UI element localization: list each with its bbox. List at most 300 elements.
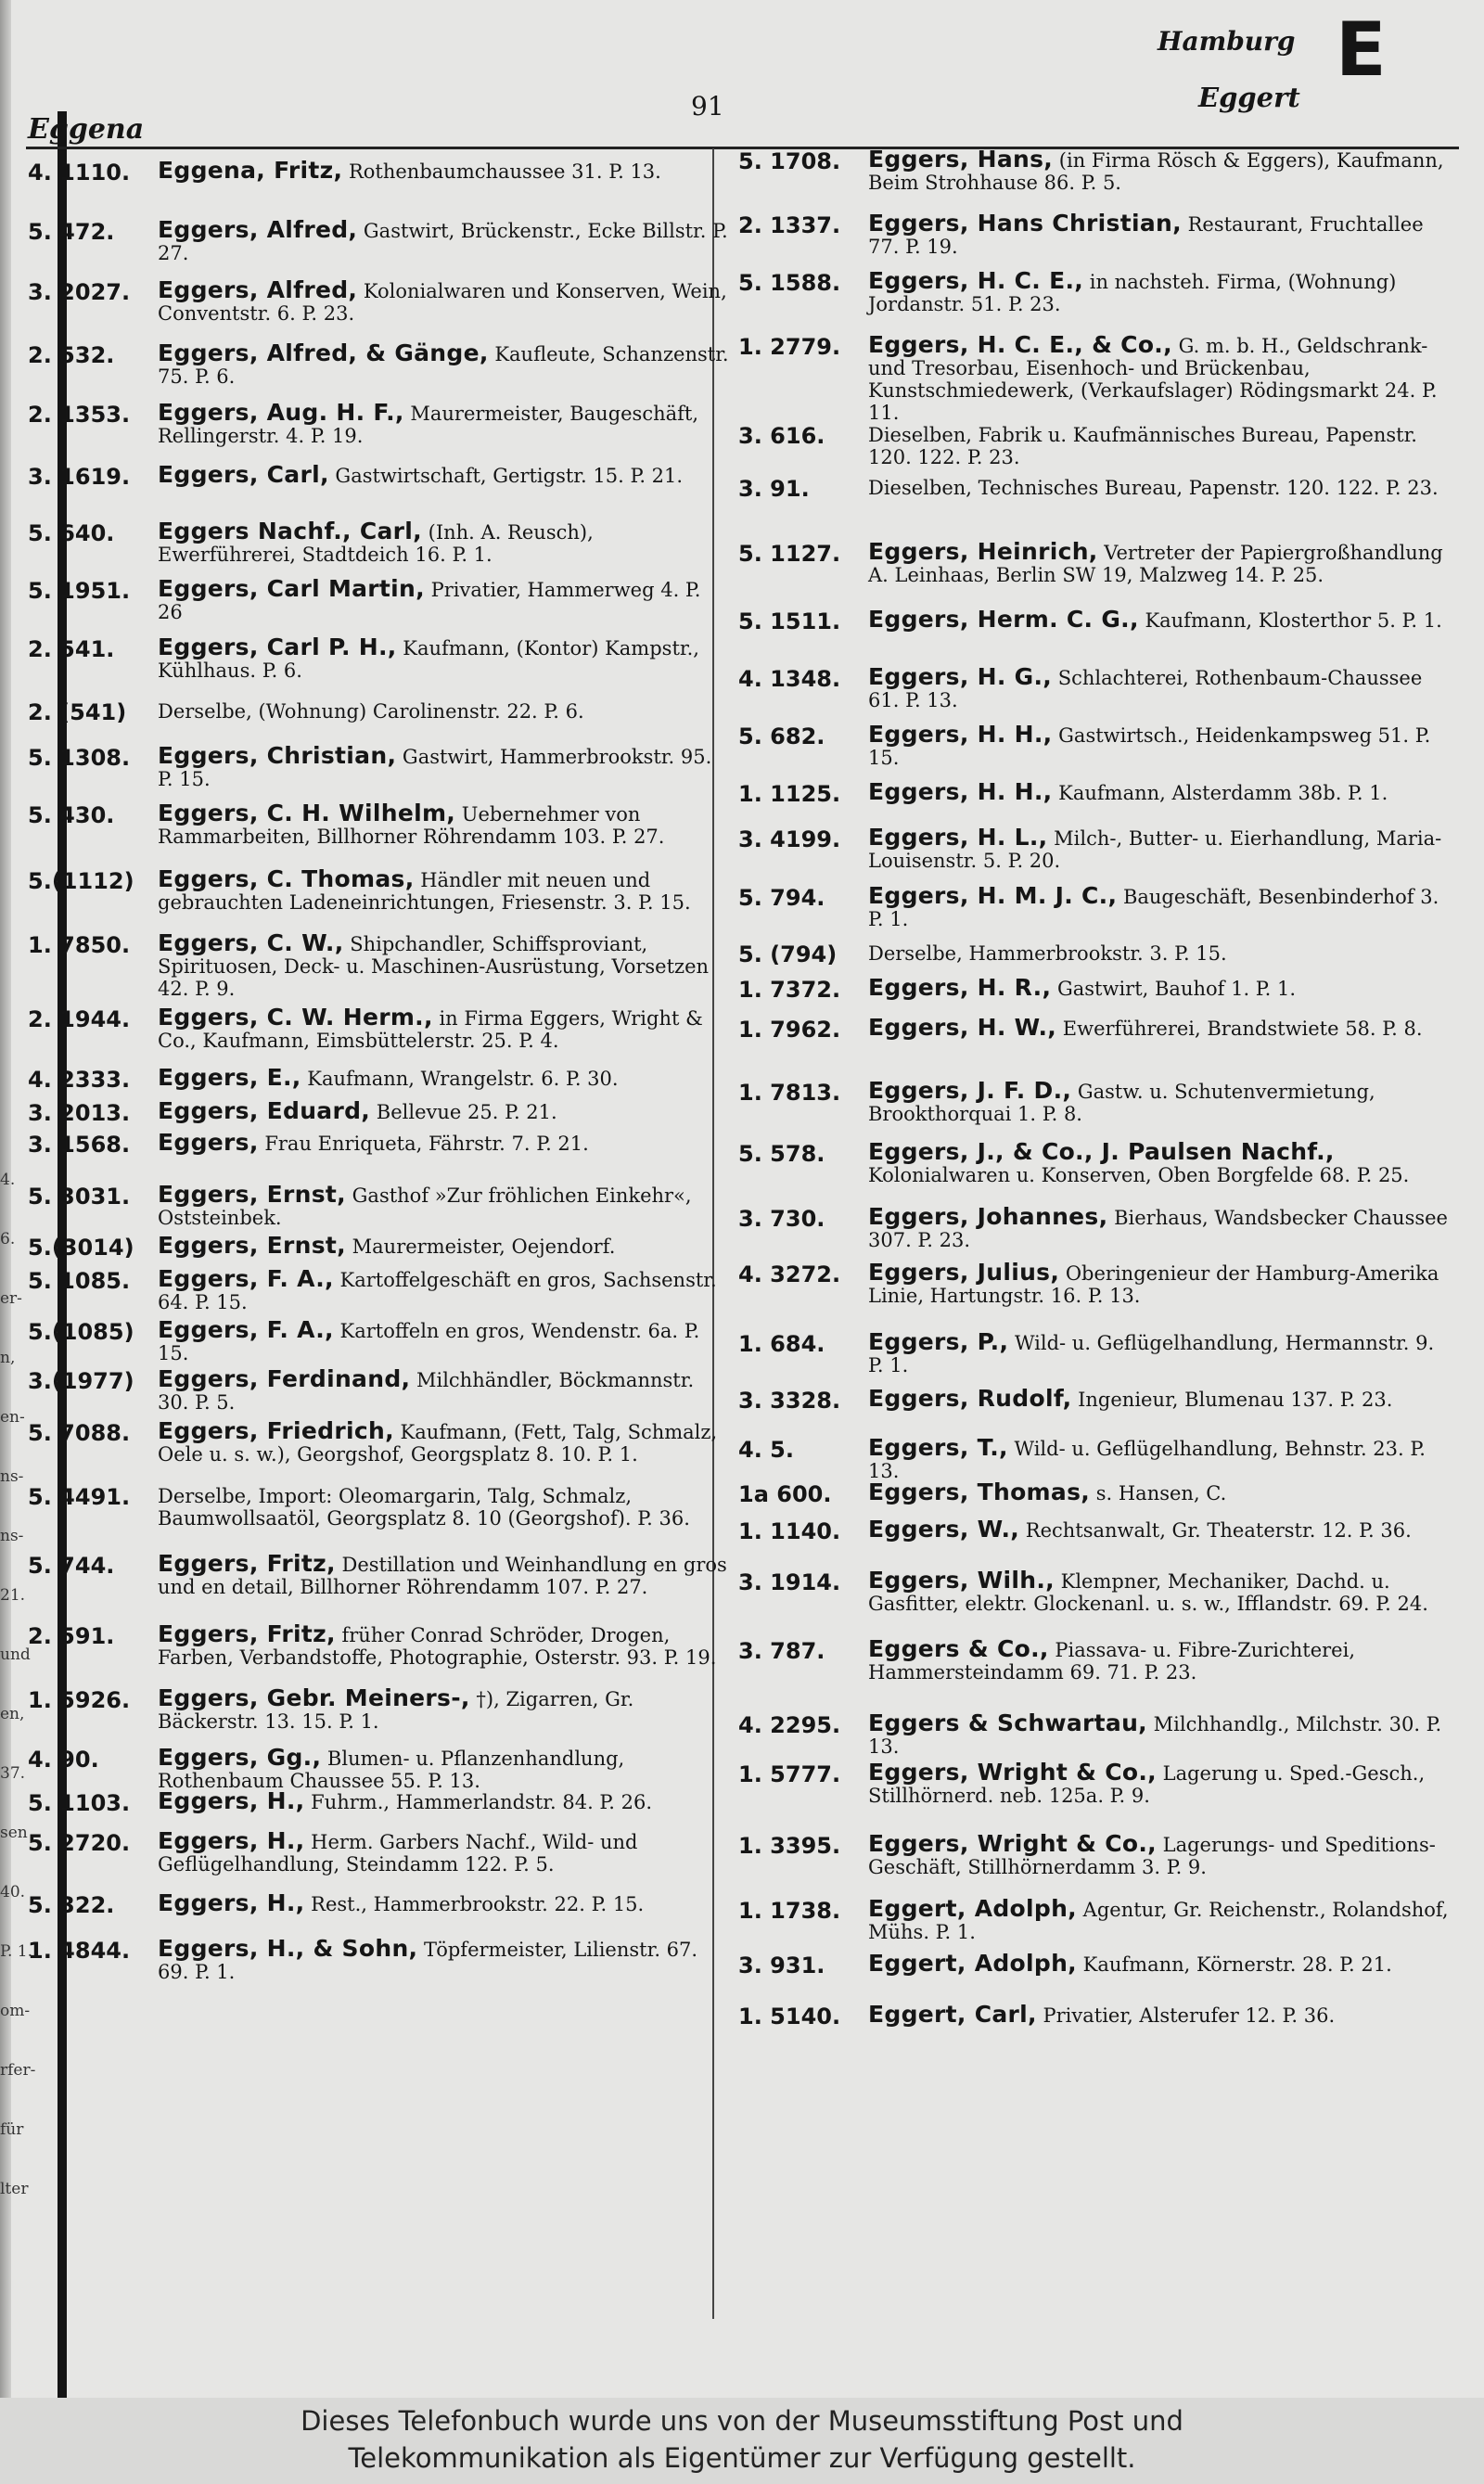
entry-details: Gastwirtschaft, Gertigstr. 15. P. 21.	[328, 465, 684, 487]
entry-text	[868, 1635, 1452, 1684]
entry-number: 3. 787.	[738, 1638, 825, 1664]
entry-text	[158, 1265, 731, 1313]
entry-text	[158, 865, 731, 914]
entry-text	[158, 636, 731, 682]
entry-text	[868, 778, 1452, 805]
margin-fragment: 40.	[0, 1883, 26, 1901]
directory-entry	[28, 1889, 735, 1918]
directory-entry	[28, 636, 735, 682]
entry-name: Eggers, Wright & Co.,	[868, 1759, 1157, 1786]
margin-fragment: lter	[0, 2180, 29, 2198]
city-heading: Hamburg	[1158, 26, 1296, 57]
entry-details: Blumen- u. Pflanzenhandlung, Rothenbaum Chaussee 55. P. 13.	[158, 1748, 625, 1792]
entry-text	[158, 1827, 731, 1876]
entry-name: Eggers, Alfred, & Gänge,	[158, 339, 489, 366]
entry-details: Bellevue 25. P. 21.	[370, 1101, 557, 1123]
entry-details: Gasthof »Zur fröhlichen Einkehr«, Oststeinbek.	[158, 1184, 692, 1229]
entry-text	[158, 1129, 731, 1156]
entry-text	[158, 461, 731, 488]
entry-name: Eggers, H. L.,	[868, 824, 1048, 851]
entry-text	[158, 802, 731, 848]
entry-details: Gastwirt, Hammerbrookstr. 95. P. 15.	[158, 746, 712, 790]
entry-number: 5. 1308.	[28, 745, 131, 771]
entry-text	[868, 1569, 1452, 1615]
entry-text	[868, 1434, 1452, 1482]
entry-text	[158, 216, 731, 264]
entry-name: Eggers, T.,	[868, 1434, 1008, 1461]
entry-name: Eggers, H., & Sohn,	[158, 1935, 418, 1962]
entry-text	[868, 1385, 1452, 1412]
entry-text	[868, 267, 1452, 315]
entry-text	[158, 1744, 731, 1792]
directory-entry	[738, 1328, 1456, 1376]
entry-details: Restaurant, Fruchtallee 77. P. 19.	[868, 213, 1424, 258]
footer-note	[0, 2398, 1484, 2484]
directory-entry	[738, 941, 1456, 965]
entry-number: 1. 5777.	[738, 1761, 841, 1787]
directory-entry	[738, 1830, 1456, 1878]
directory-entry	[738, 331, 1456, 424]
directory-entry	[28, 1744, 735, 1792]
margin-fragment: en,	[0, 1705, 25, 1723]
entry-name: Eggers, Gebr. Meiners-,	[158, 1684, 470, 1711]
entry-number: 5.(1085)	[28, 1319, 134, 1345]
entry-number: 5.(3014)	[28, 1235, 134, 1261]
entry-name: Eggers, Wright & Co.,	[868, 1830, 1157, 1857]
directory-entry	[28, 1006, 735, 1052]
entry-details: Piassava- u. Fibre-Zurichterei, Hammersteindamm 69. 71. P. 23.	[868, 1639, 1355, 1684]
margin-fragment: für	[0, 2120, 24, 2139]
entry-number: 2. 1944.	[28, 1006, 131, 1032]
entry-text	[158, 1316, 731, 1364]
entry-name: Eggers, W.,	[868, 1516, 1020, 1543]
entry-name: Eggers, Heinrich,	[868, 538, 1098, 565]
entry-details: Baugeschäft, Besenbinderhof 3. P. 1.	[868, 886, 1439, 930]
directory-entry	[28, 865, 735, 914]
margin-fragment: rfer-	[0, 2061, 36, 2080]
entry-name: Eggers, Hans,	[868, 146, 1054, 173]
entry-details: Schlachterei, Rothenbaum-Chaussee 61. P. 13.	[868, 667, 1423, 711]
entry-text	[868, 1830, 1452, 1878]
directory-entry	[738, 1569, 1456, 1615]
directory-entry	[738, 423, 1456, 468]
entry-text	[868, 1518, 1452, 1542]
entry-number: 1. 684.	[738, 1331, 825, 1357]
entry-number: 1. 4844.	[28, 1938, 131, 1964]
entry-number: 5. 2720.	[28, 1830, 131, 1856]
entry-number: 2. 1353.	[28, 402, 131, 428]
entry-text	[868, 1261, 1452, 1307]
entry-number: 3. 3328.	[738, 1388, 841, 1414]
entry-details: Kaufmann, Körnerstr. 28. P. 21.	[1076, 1953, 1392, 1976]
entry-text	[868, 148, 1452, 194]
entry-name: Eggers, H.,	[158, 1787, 305, 1814]
entry-details: Shipchandler, Schiffsproviant, Spirituosen, Deck- u. Maschinen-Ausrüstung, Vorsetzen 42. P. 9.	[158, 933, 710, 1000]
entry-number: 5. 1511.	[738, 608, 841, 634]
entry-text	[158, 1232, 731, 1259]
entry-text	[868, 1950, 1452, 1977]
directory-entry	[738, 723, 1456, 769]
entry-details: Fuhrm., Hammerlandstr. 84. P. 26.	[304, 1791, 653, 1813]
entry-text	[158, 575, 731, 623]
entry-name: Eggers, H. C. E., & Co.,	[868, 331, 1172, 358]
entry-details: Herm. Garbers Nachf., Wild- und Geflügelhandlung, Steindamm 122. P. 5.	[158, 1831, 638, 1876]
entry-name: Eggers, Fritz,	[158, 1620, 336, 1647]
entry-text	[868, 331, 1452, 424]
entry-name: Eggers, F. A.,	[158, 1316, 334, 1343]
entry-number: 5. 682.	[738, 723, 825, 749]
entry-text	[158, 1006, 731, 1052]
directory-entry	[28, 1827, 735, 1876]
entry-number: 3. 931.	[738, 1953, 825, 1978]
directory-entry	[738, 1138, 1456, 1186]
entry-details: †), Zigarren, Gr. Bäckerstr. 13. 15. P. 1.	[158, 1688, 634, 1733]
entry-text	[158, 1417, 731, 1466]
entry-details: Kolonialwaren u. Konserven, Oben Borgfelde 68. P. 25.	[868, 1164, 1410, 1186]
entry-text	[868, 974, 1452, 1001]
directory-entry	[738, 1261, 1456, 1307]
entry-number: 5.(1112)	[28, 868, 134, 894]
entry-details: Ewerführerei, Brandstwiete 58. P. 8.	[1056, 1018, 1423, 1040]
entry-details: Privatier, Alsterufer 12. P. 36.	[1036, 2004, 1336, 2027]
margin-fragment: 6.	[0, 1230, 16, 1248]
entry-number: 1. 2779.	[738, 334, 841, 360]
entry-name: Eggers, C. Thomas,	[158, 865, 415, 892]
entry-name: Eggers, H. G.,	[868, 663, 1053, 690]
entry-number: 5. 472.	[28, 219, 115, 245]
entry-details: Gastw. u. Schutenvermietung, Brookthorquai 1. P. 8.	[868, 1081, 1375, 1125]
directory-entry	[28, 1232, 735, 1261]
directory-entry	[738, 2001, 1456, 2029]
entry-name: Eggers, Alfred,	[158, 276, 358, 303]
directory-entry	[28, 1550, 735, 1598]
entry-name: Eggers, Rudolf,	[868, 1385, 1072, 1412]
entry-number: 1. 1738.	[738, 1898, 841, 1924]
entry-details: Bierhaus, Wandsbecker Chaussee 307. P. 23.	[868, 1207, 1448, 1251]
margin-fragment: und	[0, 1645, 31, 1664]
entry-name: Eggers, C. W. Herm.,	[158, 1004, 433, 1031]
entry-name: Eggers, Thomas,	[868, 1479, 1091, 1505]
directory-entry	[738, 538, 1456, 586]
entry-name: Eggers Nachf., Carl,	[158, 518, 422, 544]
directory-entry	[28, 1620, 735, 1669]
entry-details: Rechtsanwalt, Gr. Theaterstr. 12. P. 36.	[1019, 1519, 1412, 1542]
entry-number: 3. 91.	[738, 476, 810, 502]
entry-number: 5. 794.	[738, 885, 825, 911]
entry-number: 3. 2027.	[28, 279, 131, 305]
entry-number: 3. 1619.	[28, 464, 131, 490]
entry-details: Wild- u. Geflügelhandlung, Hermannstr. 9. P. 1.	[868, 1332, 1435, 1376]
directory-entry	[738, 1895, 1456, 1943]
entry-text	[158, 157, 731, 184]
entry-details: Töpfermeister, Lilienstr. 67. 69. P. 1.	[158, 1939, 698, 1983]
entry-name: Eggers, Carl,	[158, 461, 329, 488]
entry-text	[158, 929, 731, 1000]
entry-details: in Firma Eggers, Wright & Co., Kaufmann, Eimsbüttelerstr. 25. P. 4.	[158, 1007, 703, 1052]
entry-name: Eggers, J. F. D.,	[868, 1077, 1072, 1104]
entry-text	[158, 1684, 731, 1733]
entry-name: Eggers, H. H.,	[868, 721, 1053, 748]
entry-details: Kolonialwaren und Konserven, Wein, Conventstr. 6. P. 23.	[158, 280, 727, 325]
entry-text	[868, 423, 1452, 468]
entry-details: Kartoffelgeschäft en gros, Sachsenstr. 64. P. 15.	[158, 1269, 717, 1313]
directory-entry	[738, 663, 1456, 711]
directory-entry	[738, 1385, 1456, 1414]
entry-number: 5. 1103.	[28, 1790, 131, 1816]
entry-details: Kaufmann, (Fett, Talg, Schmalz, Oele u. s. w.), Georgshof, Georgsplatz 8. 10. P. 1.	[158, 1421, 718, 1466]
entry-details: Destillation und Weinhandlung en gros und en detail, Billhorner Röhrendamm 107. P. 27.	[158, 1554, 727, 1598]
entry-details: Derselbe, (Wohnung) Carolinenstr. 22. P. 6.	[158, 700, 584, 723]
entry-details: Privatier, Hammerweg 4. P. 26	[158, 579, 701, 623]
entry-number: 4. 2295.	[738, 1712, 841, 1738]
entry-number: 1. 3395.	[738, 1833, 841, 1859]
entry-details: Gastwirtsch., Heidenkampsweg 51. P. 15.	[868, 724, 1431, 769]
entry-text	[158, 1787, 731, 1814]
entry-text	[158, 1550, 731, 1598]
entry-name: Eggert, Carl,	[868, 2001, 1037, 2028]
entry-number: 1. 7813.	[738, 1080, 841, 1106]
entry-text	[868, 1014, 1452, 1041]
entry-name: Eggers, Aug. H. F.,	[158, 399, 404, 426]
entry-details: Uebernehmer von Rammarbeiten, Billhorner Röhrendamm 103. P. 27.	[158, 803, 665, 848]
entry-text	[158, 1889, 731, 1916]
entry-name: Eggers, Wilh.,	[868, 1567, 1055, 1594]
entry-number: 5. 430.	[28, 802, 115, 828]
entry-number: 2. 541.	[28, 636, 115, 662]
entry-name: Eggers, J., & Co., J. Paulsen Nachf.,	[868, 1138, 1335, 1165]
entry-number: 5. 1588.	[738, 270, 841, 296]
entry-number: 5. 1951.	[28, 578, 131, 604]
entry-number: 1. 1125.	[738, 781, 841, 807]
entry-details: Dieselben, Fabrik u. Kaufmännisches Bureau, Papenstr. 120. 122. P. 23.	[868, 424, 1417, 468]
directory-entry	[738, 1014, 1456, 1043]
entry-text	[158, 1935, 731, 1983]
section-start-heading: Eggena	[28, 113, 145, 146]
margin-fragment: 21.	[0, 1586, 26, 1605]
directory-entry	[28, 1064, 735, 1093]
entry-number: 1a 600.	[738, 1481, 832, 1507]
entry-name: Eggers, H. M. J. C.,	[868, 882, 1118, 909]
entry-text	[868, 476, 1452, 499]
entry-details: Milch-, Butter- u. Eierhandlung, Maria-Louisenstr. 5. P. 20.	[868, 827, 1442, 872]
entry-name: Eggers, Ernst,	[158, 1232, 346, 1259]
entry-number: 4. 1348.	[738, 666, 841, 692]
directory-entry	[28, 1265, 735, 1313]
directory-entry	[738, 1203, 1456, 1251]
entry-number: 5. 3031.	[28, 1184, 131, 1210]
entry-details: Wild- u. Geflügelhandlung, Behnstr. 23. P. 13.	[868, 1438, 1426, 1482]
entry-text	[158, 276, 731, 325]
entry-name: Eggers, Ernst,	[158, 1181, 346, 1208]
directory-entry	[28, 929, 735, 1000]
directory-entry	[738, 778, 1456, 807]
directory-entry	[738, 826, 1456, 872]
entry-details: Oberingenieur der Hamburg-Amerika Linie, Hartungstr. 16. P. 13.	[868, 1262, 1439, 1307]
entry-details: Gastwirt, Brückenstr., Ecke Billstr. P. 27.	[158, 220, 728, 264]
directory-entry	[28, 339, 735, 388]
entry-details: Vertreter der Papiergroßhandlung A. Leinhaas, Berlin SW 19, Malzweg 14. P. 25.	[868, 542, 1443, 586]
footer-line-2: Telekommunikation als Eigentümer zur Verfügung gestellt.	[348, 2442, 1136, 2474]
entry-name: Eggers, Carl P. H.,	[158, 634, 397, 660]
entry-number: 4. 1110.	[28, 160, 131, 186]
margin-fragment: n,	[0, 1349, 16, 1367]
entry-name: Eggers, E.,	[158, 1064, 301, 1091]
entry-details: Kaufmann, (Kontor) Kampstr., Kühlhaus. P. 6.	[158, 637, 699, 682]
entry-text	[868, 2001, 1452, 2028]
margin-fragment: er-	[0, 1289, 22, 1308]
entry-number: 5. 1085.	[28, 1268, 131, 1294]
directory-entry	[738, 1077, 1456, 1125]
entry-text	[868, 1481, 1452, 1504]
directory-entry	[28, 520, 735, 566]
entry-name: Eggers, Fritz,	[158, 1550, 336, 1577]
directory-entry	[28, 1181, 735, 1229]
directory-entry	[28, 802, 735, 848]
entry-text	[868, 1077, 1452, 1125]
entry-details: Kaufleute, Schanzenstr. 75. P. 6.	[158, 343, 729, 388]
entry-text	[158, 1620, 731, 1669]
entry-number: 5. 1708.	[738, 148, 841, 174]
entry-name: Eggers & Co.,	[868, 1635, 1049, 1662]
entry-details: in nachsteh. Firma, (Wohnung) Jordanstr. 51. P. 23.	[868, 271, 1397, 315]
entry-text	[158, 742, 731, 790]
entry-text	[868, 826, 1452, 872]
entry-details: Rest., Hammerbrookstr. 22. P. 15.	[304, 1893, 645, 1915]
entry-text	[868, 882, 1452, 930]
directory-entry	[28, 1097, 735, 1126]
entry-text	[868, 723, 1452, 769]
directory-entry	[28, 1417, 735, 1466]
entry-details: Ingenieur, Blumenau 137. P. 23.	[1071, 1389, 1393, 1411]
directory-entry	[738, 1709, 1456, 1758]
margin-fragment: ns-	[0, 1527, 24, 1545]
margin-fragment: ns-	[0, 1467, 24, 1486]
directory-entry	[738, 974, 1456, 1003]
section-end-heading: Eggert	[1198, 82, 1300, 113]
directory-entry	[28, 742, 735, 790]
entry-text	[868, 1895, 1452, 1943]
directory-entry	[28, 461, 735, 490]
entry-details: (Inh. A. Reusch), Ewerführerei, Stadtdeich 16. P. 1.	[158, 521, 594, 566]
entry-details: Derselbe, Hammerbrookstr. 3. P. 15.	[868, 942, 1227, 965]
entry-text	[868, 1709, 1452, 1758]
directory-entry	[738, 608, 1456, 632]
directory-entry	[28, 1316, 735, 1364]
entry-details: Kaufmann, Klosterthor 5. P. 1.	[1138, 609, 1442, 632]
entry-number: 4. 2333.	[28, 1067, 131, 1093]
entry-number: 3. 1568.	[28, 1132, 131, 1158]
entry-number: 3. 616.	[738, 423, 825, 449]
directory-entry	[28, 699, 735, 723]
entry-details: Dieselben, Technisches Bureau, Papenstr. 120. 122. P. 23.	[868, 477, 1439, 499]
entry-name: Eggers, H. H.,	[868, 778, 1053, 805]
directory-entry	[738, 1479, 1456, 1507]
entry-details: Lagerung u. Sped.-Gesch., Stillhörnerd. neb. 125a. P. 9.	[868, 1762, 1426, 1807]
entry-name: Eggers, Alfred,	[158, 216, 358, 243]
entry-details: Derselbe, Import: Oleomargarin, Talg, Schmalz, Baumwollsaatöl, Georgsplatz 8. 10 (Georgshof). P. 36.	[158, 1485, 690, 1530]
directory-entry	[738, 212, 1456, 258]
entry-details: Maurermeister, Oejendorf.	[345, 1236, 616, 1258]
entry-text	[868, 1761, 1452, 1807]
entry-number: 5. 1127.	[738, 541, 841, 567]
entry-text	[158, 699, 731, 723]
page-number: 91	[691, 91, 724, 122]
directory-entry	[28, 1787, 735, 1816]
entry-text	[868, 608, 1452, 632]
entry-number: 3. 1914.	[738, 1569, 841, 1595]
entry-text	[158, 1365, 731, 1414]
entry-number: 5. 7088.	[28, 1420, 131, 1446]
entry-number: 3. 730.	[738, 1206, 825, 1232]
entry-text	[158, 399, 731, 447]
entry-text	[868, 1328, 1452, 1376]
entry-name: Eggers, Julius,	[868, 1259, 1060, 1286]
directory-entry	[28, 399, 735, 447]
entry-name: Eggers, H.,	[158, 1827, 305, 1854]
entry-number: 2. 1337.	[738, 212, 841, 238]
directory-entry	[28, 276, 735, 325]
entry-name: Eggers, Carl Martin,	[158, 575, 425, 602]
entry-text	[868, 212, 1452, 258]
entry-details: s. Hansen, C.	[1090, 1482, 1227, 1504]
entry-text	[868, 663, 1452, 711]
entry-name: Eggers & Schwartau,	[868, 1709, 1147, 1736]
entry-name: Eggers, H. W.,	[868, 1014, 1057, 1041]
directory-entry	[28, 1684, 735, 1733]
entry-number: 4. 3272.	[738, 1261, 841, 1287]
entry-name: Eggers, Gg.,	[158, 1744, 322, 1771]
entry-name: Eggert, Adolph,	[868, 1950, 1077, 1977]
entry-number: 5. 4491.	[28, 1484, 131, 1510]
entry-name: Eggers, H. R.,	[868, 974, 1052, 1001]
entry-name: Eggers, H.,	[158, 1889, 305, 1916]
directory-entry	[28, 1365, 735, 1414]
directory-entry	[28, 1935, 735, 1983]
directory-entry	[738, 267, 1456, 315]
directory-entry	[738, 1950, 1456, 1978]
entry-details: Gastwirt, Bauhof 1. P. 1.	[1051, 978, 1297, 1000]
entry-number: 5. 640.	[28, 520, 115, 546]
directory-entry	[738, 148, 1456, 194]
entry-details: Agentur, Gr. Reichenstr., Rolandshof, Mühs. P. 1.	[868, 1899, 1449, 1943]
entry-text	[158, 1097, 731, 1124]
entry-number: 1. 5926.	[28, 1687, 131, 1713]
margin-fragment: sen	[0, 1824, 28, 1842]
entry-details: Klempner, Mechaniker, Dachd. u. Gasfitter, elektr. Glockenanl. u. s. w., Ifflandstr. 69. P. 24.	[868, 1570, 1428, 1615]
index-letter: E	[1336, 6, 1387, 93]
directory-entry	[28, 1484, 735, 1530]
entry-number: 5. 744.	[28, 1553, 115, 1579]
entry-details: Lagerungs- und Speditions-Geschäft, Stillhörnerdamm 3. P. 9.	[868, 1834, 1436, 1878]
entry-details: Kaufmann, Wrangelstr. 6. P. 30.	[301, 1068, 619, 1090]
entry-number: 5. 322.	[28, 1892, 115, 1918]
entry-name: Eggers,	[158, 1129, 259, 1156]
entry-name: Eggers, Ferdinand,	[158, 1365, 411, 1392]
entry-name: Eggers, Friedrich,	[158, 1417, 394, 1444]
entry-number: 2. 532.	[28, 342, 115, 368]
entry-number: 2. 591.	[28, 1623, 115, 1649]
entry-text	[868, 538, 1452, 586]
entry-text	[158, 1484, 731, 1530]
entry-number: 2. (541)	[28, 699, 127, 725]
entry-number: 3.(1977)	[28, 1368, 134, 1394]
entry-number: 1. 7962.	[738, 1017, 841, 1043]
entry-details: Milchhändler, Böckmannstr. 30. P. 5.	[158, 1369, 695, 1414]
entry-text	[158, 339, 731, 388]
entry-details: früher Conrad Schröder, Drogen, Farben, Verbandstoffe, Photographie, Osterstr. 93. P. 19.	[158, 1624, 717, 1669]
margin-fragment: om-	[0, 2002, 31, 2020]
entry-number: 4. 90.	[28, 1747, 99, 1773]
